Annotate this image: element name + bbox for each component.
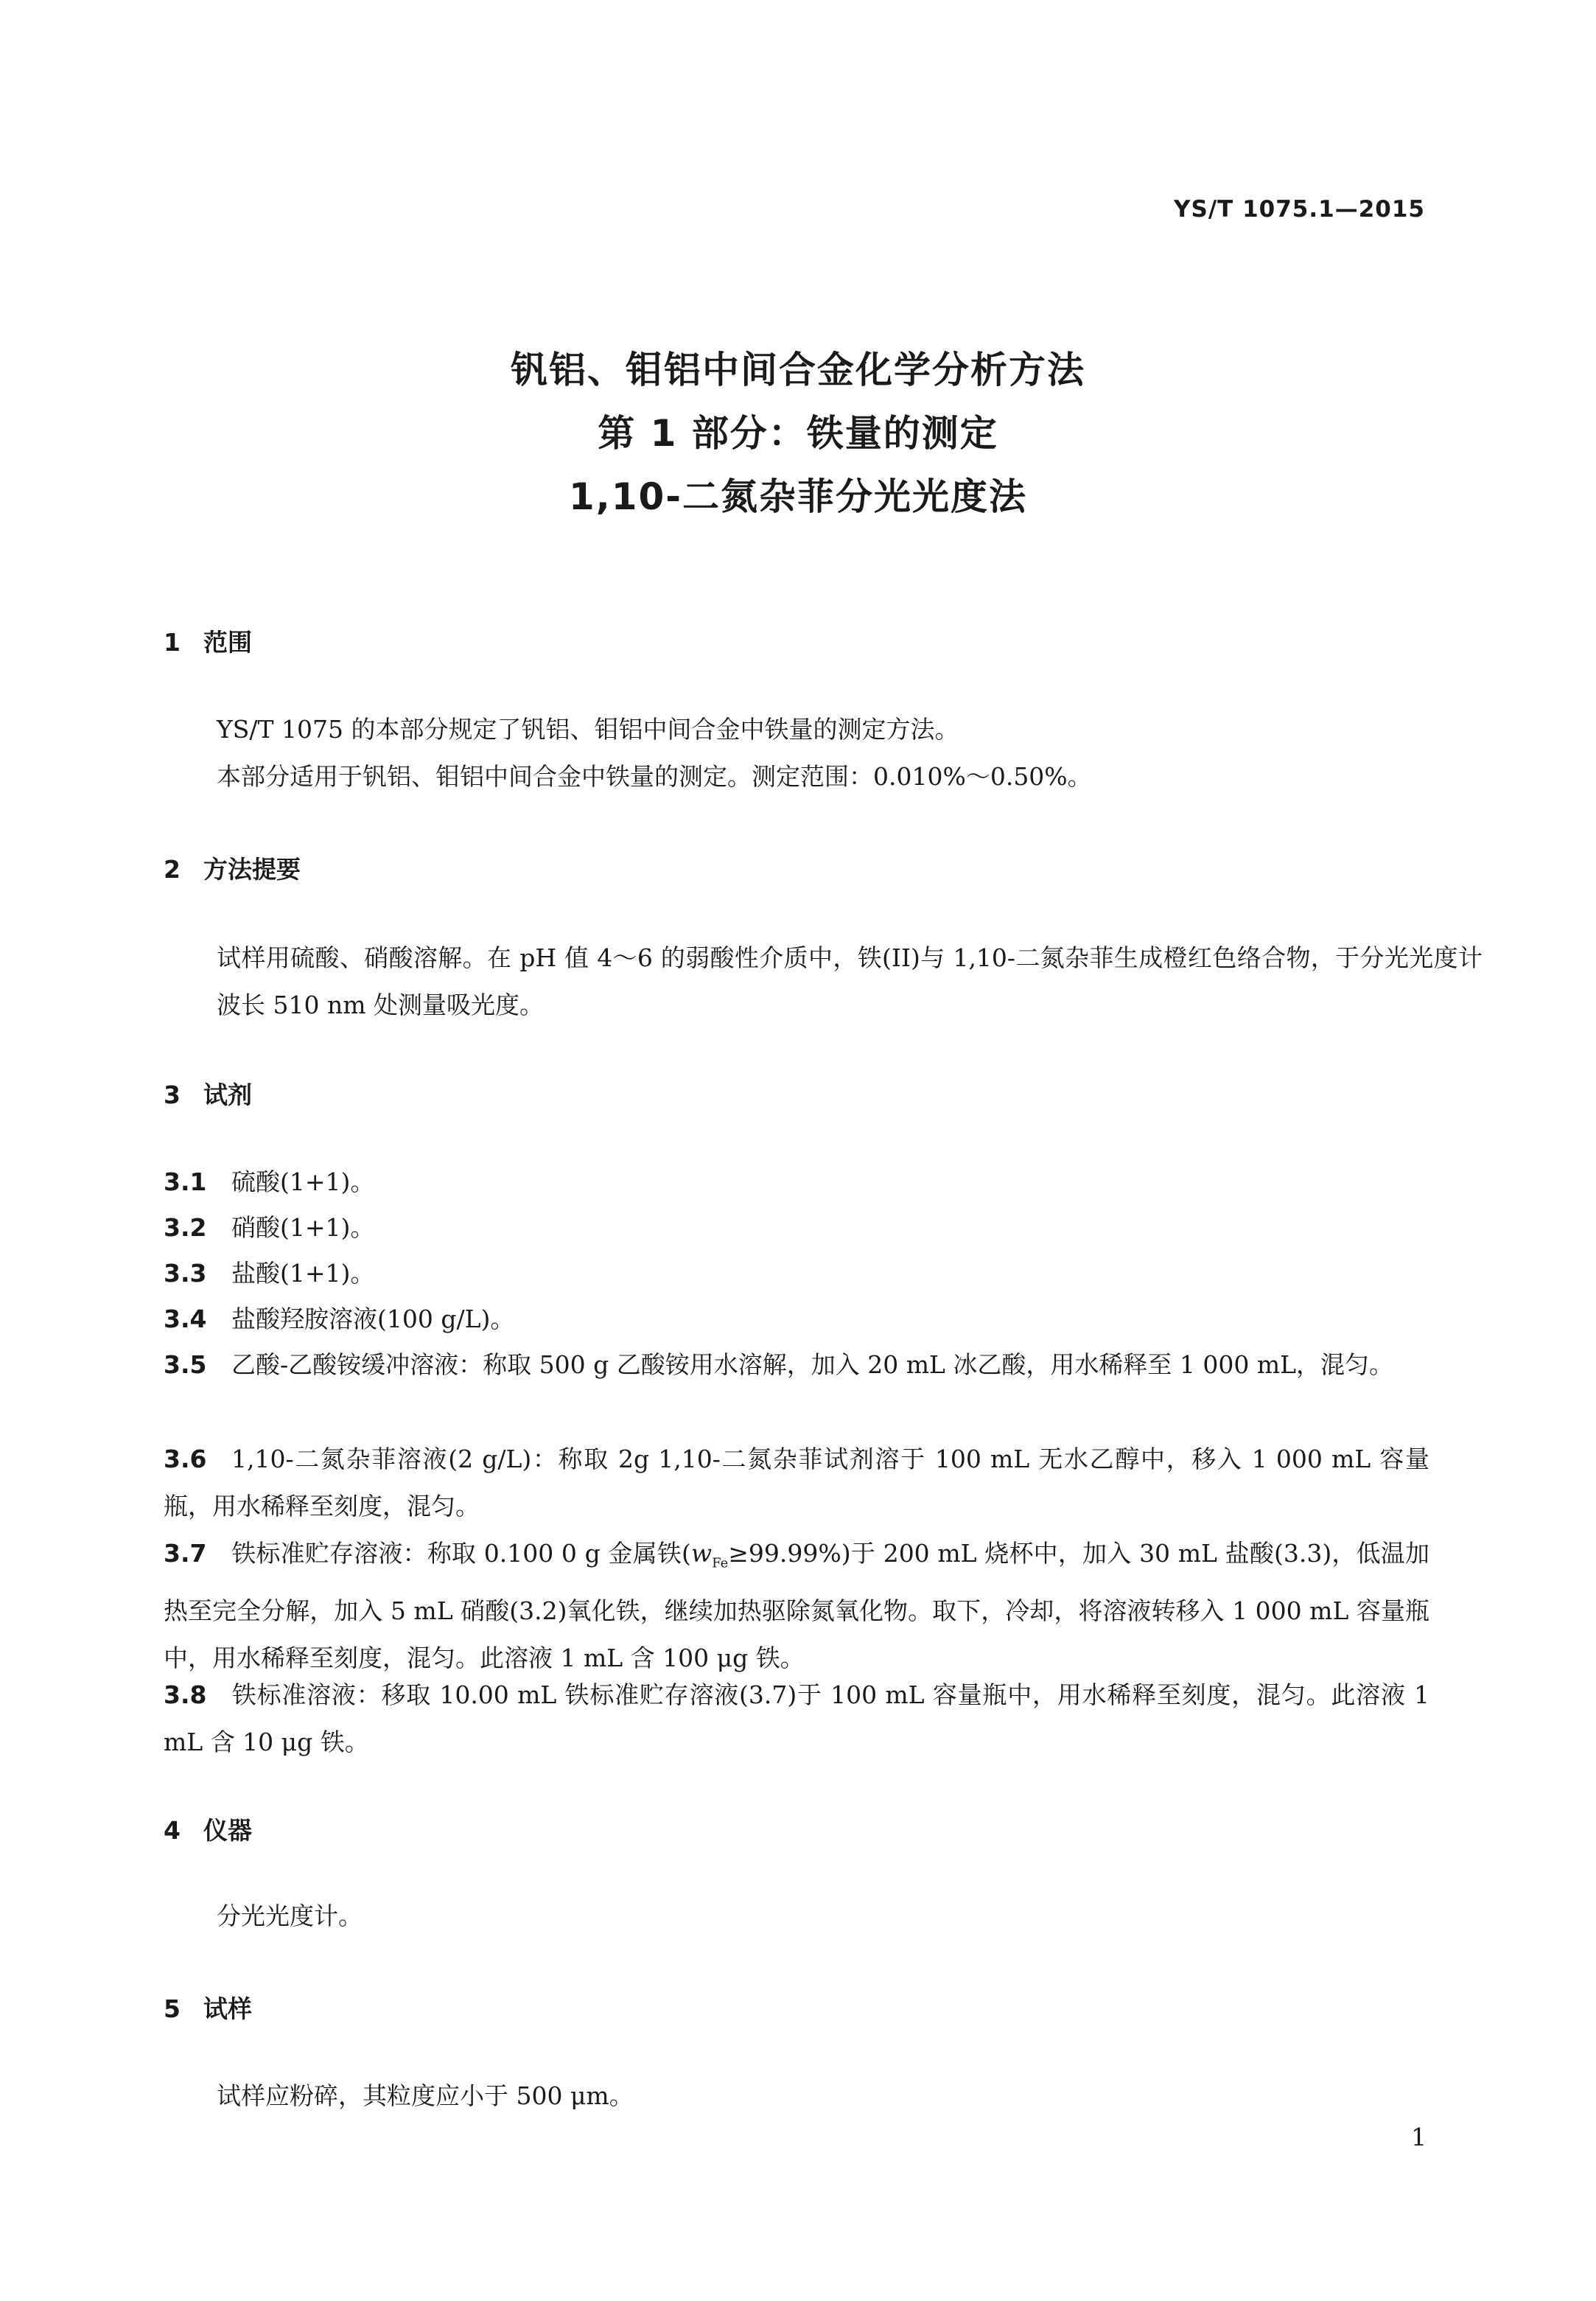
title-line-3: 1,10-二氮杂菲分光光度法 bbox=[568, 475, 1028, 518]
section-title: 方法提要 bbox=[203, 855, 301, 884]
section-number: 5 bbox=[164, 1994, 181, 2023]
reagent-number: 3.6 bbox=[164, 1445, 207, 1473]
reagent-item bbox=[164, 1296, 1429, 1343]
section-4-paragraph-1: 分光光度计。 bbox=[217, 1902, 363, 1930]
title-line-2: 第 1 部分：铁量的测定 bbox=[598, 412, 998, 455]
reagent-text: 盐酸羟胺溶液(100 g/L)。 bbox=[231, 1305, 515, 1333]
reagent-item bbox=[164, 1672, 1429, 1766]
reagent-number: 3.8 bbox=[164, 1680, 207, 1709]
reagent-item bbox=[164, 1250, 1429, 1297]
reagent-item bbox=[164, 1436, 1429, 1530]
reagent-text-a: 铁标准贮存溶液：称取 0.100 0 g 金属铁( bbox=[231, 1539, 691, 1568]
standard-code: YS/T 1075.1—2015 bbox=[1174, 196, 1425, 223]
reagent-text: 硫酸(1+1)。 bbox=[231, 1167, 375, 1196]
reagent-item bbox=[164, 1530, 1429, 1682]
reagent-text: 铁标准溶液：移取 10.00 mL 铁标准贮存溶液(3.7)于 100 mL 容量瓶中，用水稀释至刻度，混匀。此溶液 1 mL 含 10 μg 铁。 bbox=[164, 1680, 1429, 1756]
section-1-paragraph-2: 本部分适用于钒铝、钼铝中间合金中铁量的测定。测定范围：0.010%～0.50%。 bbox=[217, 762, 1092, 791]
section-5-paragraph-1: 试样应粉碎，其粒度应小于 500 μm。 bbox=[217, 2081, 634, 2110]
reagent-text: 硝酸(1+1)。 bbox=[231, 1213, 375, 1242]
mass-fraction-subscript: Fe bbox=[712, 1555, 729, 1571]
page-number: 1 bbox=[1411, 2123, 1427, 2151]
reagent-item bbox=[164, 1341, 1429, 1389]
section-title: 试样 bbox=[203, 1994, 252, 2023]
section-1-heading bbox=[164, 624, 252, 658]
reagent-number: 3.5 bbox=[164, 1350, 207, 1379]
section-number: 4 bbox=[164, 1816, 181, 1845]
section-4-heading bbox=[164, 1812, 252, 1846]
section-title: 范围 bbox=[203, 628, 252, 657]
reagent-text: 盐酸(1+1)。 bbox=[231, 1259, 375, 1288]
reagent-number: 3.4 bbox=[164, 1305, 207, 1333]
reagent-text: 乙酸-乙酸铵缓冲溶液：称取 500 g 乙酸铵用水溶解，加入 20 mL 冰乙酸，用水稀释至 1 000 mL，混匀。 bbox=[231, 1350, 1394, 1379]
section-number: 3 bbox=[164, 1080, 181, 1109]
section-title: 试剂 bbox=[203, 1080, 252, 1109]
section-2-heading bbox=[164, 851, 301, 885]
reagent-number: 3.2 bbox=[164, 1213, 207, 1242]
section-number: 1 bbox=[164, 628, 181, 657]
section-title: 仪器 bbox=[203, 1816, 252, 1845]
section-number: 2 bbox=[164, 855, 181, 884]
reagent-item bbox=[164, 1204, 1429, 1251]
section-2-paragraph-1: 试样用硫酸、硝酸溶解。在 pH 值 4～6 的弱酸性介质中，铁(II)与 1,10-二氮杂菲生成橙红色络合物，于分光光度计波长 510 nm 处测量吸光度。 bbox=[217, 943, 1483, 1019]
reagent-text-b: ≥99.99%)于 200 mL 烧杯中，加入 30 mL 盐酸(3.3)，低温加热至完全分解，加入 5 mL 硝酸(3.2)氧化铁，继续加热驱除氮氧化物。取下，冷却，将溶液转移入 1 000 mL 容量瓶中，用水稀释至刻度，混匀。此溶液 1 mL 含 100 μg 铁。 bbox=[164, 1539, 1429, 1672]
mass-fraction-symbol: w bbox=[690, 1539, 713, 1568]
section-3-heading bbox=[164, 1076, 252, 1111]
reagent-number: 3.1 bbox=[164, 1167, 207, 1196]
reagent-number: 3.7 bbox=[164, 1539, 207, 1568]
section-1-paragraph-1: YS/T 1075 的本部分规定了钒铝、钼铝中间合金中铁量的测定方法。 bbox=[217, 715, 959, 744]
title-line-1: 钒铝、钼铝中间合金化学分析方法 bbox=[511, 349, 1085, 391]
reagent-text: 1,10-二氮杂菲溶液(2 g/L)：称取 2g 1,10-二氮杂菲试剂溶于 100 mL 无水乙醇中，移入 1 000 mL 容量瓶，用水稀释至刻度，混匀。 bbox=[164, 1445, 1429, 1520]
section-5-heading bbox=[164, 1990, 252, 2025]
reagent-item bbox=[164, 1159, 1429, 1206]
reagent-number: 3.3 bbox=[164, 1259, 207, 1288]
